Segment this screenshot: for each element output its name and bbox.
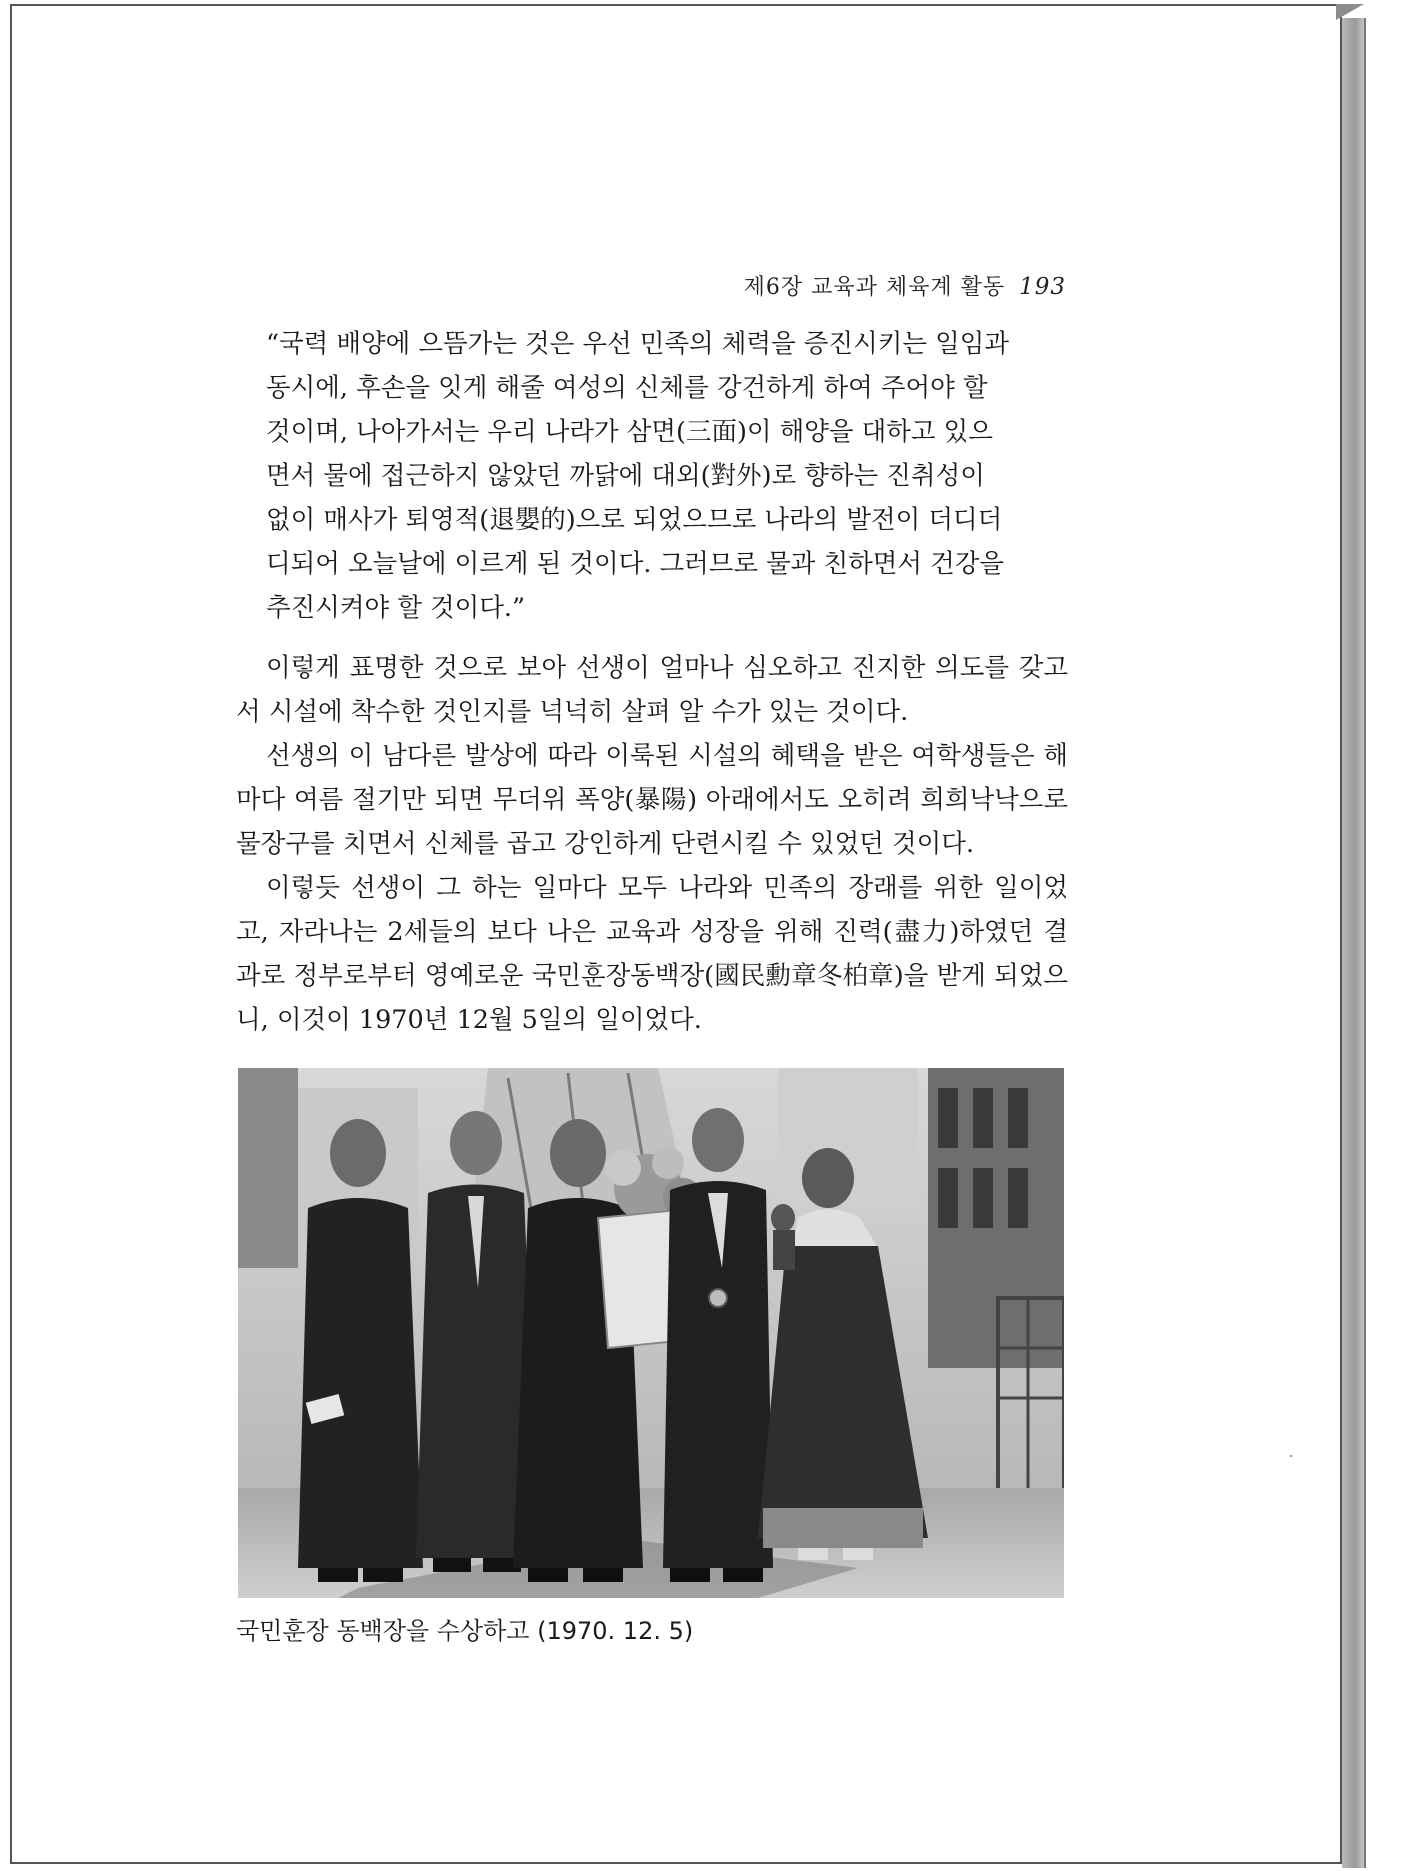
page-stack-edge (1342, 18, 1366, 1868)
quote-line: 것이며, 나아가서는 우리 나라가 삼면(三面)이 해양을 대하고 있으 (266, 417, 993, 447)
quote-line: 없이 매사가 퇴영적(退嬰的)으로 되었으므로 나라의 발전이 더디더 (266, 505, 1003, 535)
quote-line: 추진시켜야 할 것이다.” (266, 593, 526, 623)
running-head (740, 270, 1066, 301)
quote-line: 디되어 오늘날에 이르게 된 것이다. 그러므로 물과 친하면서 건강을 (266, 549, 1005, 579)
chapter-title: 제6장 교육과 체육계 활동 (743, 275, 1006, 300)
quote-line: 동시에, 후손을 잇게 해줄 여성의 신체를 강건하게 하여 주어야 할 (266, 373, 988, 403)
paragraph: 이렇게 표명한 것으로 보아 선생이 얼마나 심오하고 진지한 의도를 갖고서 시설에 착수한 것인지를 넉넉히 살펴 알 수가 있는 것이다. (236, 653, 1068, 727)
block-quote (266, 322, 1068, 630)
quote-line: 면서 물에 접근하지 않았던 까닭에 대외(對外)로 향하는 진취성이 (266, 461, 985, 491)
page-number: 193 (1019, 274, 1066, 300)
quote-line: “국력 배양에 으뜸가는 것은 우선 민족의 체력을 증진시키는 일임과 (266, 329, 1009, 359)
award-photo (238, 1068, 1064, 1598)
scan-speck (1290, 1455, 1292, 1457)
paragraph: 이렇듯 선생이 그 하는 일마다 모두 나라와 민족의 장래를 위한 일이었고, 자라나는 2세들의 보다 나은 교육과 성장을 위해 진력(盡力)하였던 결과로 정부로부터 영예로운 국민훈장동백장(國民勳章冬柏章)을 받게 되었으니, 이것이 1970년 12월 5일의 일이었다. (236, 873, 1068, 1035)
paragraph: 선생의 이 남다른 발상에 따라 이룩된 시설의 혜택을 받은 여학생들은 해마다 여름 절기만 되면 무더위 폭양(暴陽) 아래에서도 오히려 희희낙낙으로 물장구를 치면서 신체를 곱고 강인하게 단련시킬 수 있었던 것이다. (236, 741, 1068, 859)
body-text (236, 322, 1068, 1042)
photo-caption: 국민훈장 동백장을 수상하고 (1970. 12. 5) (236, 1617, 694, 1645)
